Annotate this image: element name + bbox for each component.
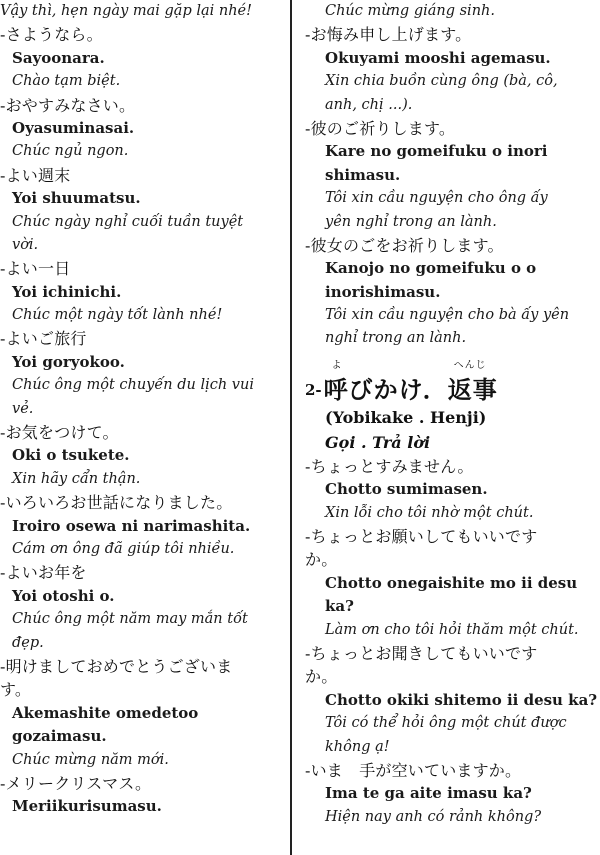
japanese-line: -お悔み申し上げます。 [305, 25, 472, 45]
romaji-line: Okuyami mooshi agemasu. [325, 48, 551, 67]
vietnamese-line: Tôi có thể hỏi ông một chút được [325, 715, 567, 732]
romaji-line: ka? [325, 597, 354, 616]
left-column [0, 0, 282, 819]
vietnamese-line: vẻ. [12, 400, 34, 417]
vietnamese-line: Chúc mừng năm mới. [12, 751, 169, 768]
romaji-line: shimasu. [325, 165, 401, 184]
vietnamese-line: Cám ơn ông đã giúp tôi nhiều. [12, 540, 235, 557]
romaji-line: Chotto onegaishite mo ii desu [325, 573, 578, 592]
right-bottom-block [305, 455, 600, 829]
romaji-line: Oyasuminasai. [12, 118, 135, 137]
romaji-line: Meriikurisumasu. [12, 797, 162, 816]
vietnamese-line: không ạ! [325, 738, 390, 755]
japanese-line: -ちょっとお願いしてもいいです [305, 527, 538, 547]
right-top-block [305, 0, 600, 351]
vietnamese-line: Tôi xin cầu nguyện cho ông ấy [325, 190, 548, 207]
vietnamese-line: Làm ơn cho tôi hỏi thăm một chút. [325, 621, 579, 638]
japanese-line: -お気をつけて。 [0, 423, 119, 443]
japanese-line: -ちょっとお聞きしてもいいです [305, 643, 538, 663]
japanese-line: -いろいろお世話になりました。 [0, 493, 233, 513]
vietnamese-line: Hiện nay anh có rảnh không? [325, 808, 542, 825]
vietnamese-line: Chào tạm biệt. [12, 73, 121, 90]
section-romaji: (Yobikake . Henji) [325, 407, 487, 427]
romaji-line: Akemashite omedetoo [12, 703, 199, 722]
romaji-line: Yoi shuumatsu. [12, 189, 141, 208]
romaji-line: Kare no gomeifuku o inori [325, 142, 548, 161]
romaji-line: Sayoonara. [12, 48, 105, 67]
romaji-line: Oki o tsukete. [12, 446, 130, 465]
japanese-line: す。 [0, 680, 32, 700]
vietnamese-line: Chúc ngày nghỉ cuối tuần tuyệt [12, 213, 244, 230]
japanese-line: -よい週末 [0, 165, 71, 185]
japanese-line: か。 [305, 550, 338, 570]
vietnamese-line: Chúc mừng giáng sinh. [325, 3, 495, 19]
japanese-line: -よいご旅行 [0, 329, 87, 349]
romaji-line: Iroiro osewa ni narimashita. [12, 516, 251, 535]
vietnamese-line: Tôi xin cầu nguyện cho bà ấy yên [325, 307, 570, 324]
japanese-line: -おやすみなさい。 [0, 95, 136, 115]
vietnamese-line: Xin chia buồn cùng ông (bà, cô, [325, 73, 558, 90]
romaji-line: Yoi otoshi o. [12, 586, 115, 605]
romaji-line: inorishimasu. [325, 282, 441, 301]
right-column [305, 0, 600, 829]
ruby-henji: へんじ [453, 359, 487, 371]
japanese-line: -さようなら。 [0, 25, 103, 45]
romaji-line: Kanojo no gomeifuku o o [325, 259, 537, 278]
romaji-line: Yoi goryokoo. [12, 352, 125, 371]
vietnamese-line: yên nghỉ trong an lành. [325, 213, 497, 230]
vietnamese-line: nghỉ trong an lành. [325, 330, 467, 347]
vietnamese-line: Vậy thì, hẹn ngày mai gặp lại nhé! [0, 3, 252, 19]
section-vietnamese: Gọi . Trả lời [325, 432, 431, 452]
romaji-line: gozaimasu. [12, 727, 107, 746]
section-number: 2- [305, 380, 322, 399]
romaji-line: Ima te ga aite imasu ka? [325, 784, 532, 803]
japanese-line: か。 [305, 667, 338, 687]
section-title-text: 呼びかけ．返事 [323, 374, 498, 404]
vietnamese-line: Chúc ông một chuyến du lịch vui [12, 377, 254, 394]
vietnamese-line: Chúc ngủ ngon. [12, 143, 129, 160]
japanese-line: -いま 手が空いていますか。 [305, 760, 522, 780]
japanese-line: -明けましておめでとうございま [0, 656, 233, 676]
vietnamese-line: Chúc một ngày tốt lành nhé! [12, 307, 223, 324]
section-title [323, 359, 498, 405]
vietnamese-line: Xin hãy cẩn thận. [12, 470, 141, 487]
japanese-line: -ちょっとすみません。 [305, 456, 474, 476]
vietnamese-line: Xin lỗi cho tôi nhờ một chút. [325, 504, 534, 521]
vietnamese-line: Chúc ông một năm may mắn tốt [12, 611, 248, 628]
japanese-line: -彼女のごをお祈りします。 [305, 235, 504, 255]
vietnamese-line: vời. [12, 236, 39, 253]
romaji-line: Chotto sumimasen. [325, 480, 488, 499]
japanese-line: -よいお年を [0, 563, 87, 583]
romaji-line: Yoi ichinichi. [12, 282, 122, 301]
japanese-line: -彼のご祈りします。 [305, 118, 456, 138]
vietnamese-line: anh, chị ...). [325, 96, 413, 113]
japanese-line: -よい一日 [0, 259, 71, 279]
romaji-line: Chotto okiki shitemo ii desu ka? [325, 690, 598, 709]
vietnamese-line: đẹp. [12, 634, 44, 651]
japanese-line: -メリークリスマス。 [0, 773, 152, 793]
ruby-yo: よ [331, 359, 343, 371]
section-heading [305, 359, 600, 405]
column-divider [290, 0, 292, 855]
